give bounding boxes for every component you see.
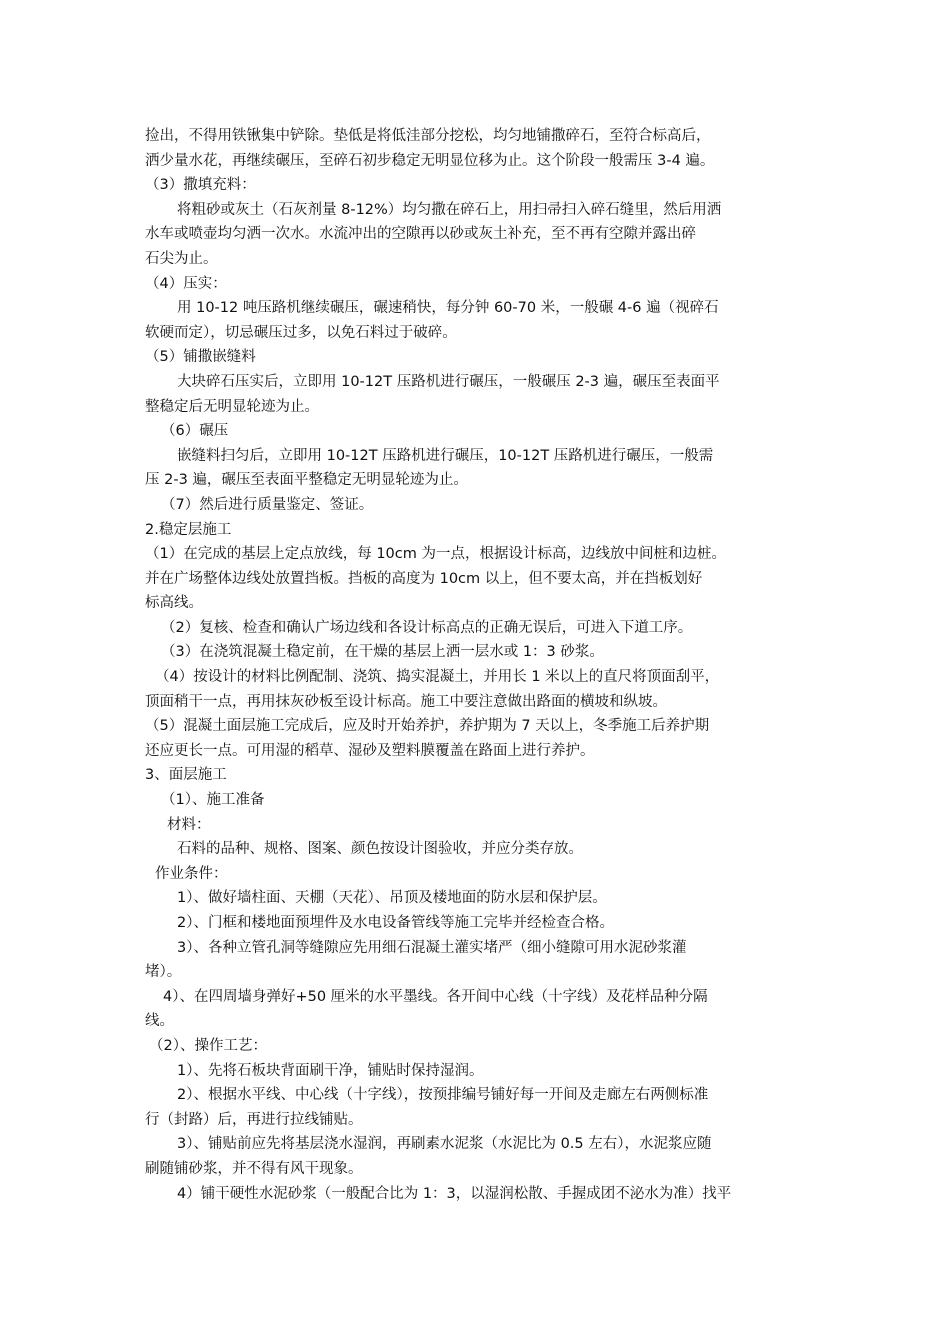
text-line: 作业条件： — [155, 865, 228, 882]
section-heading: （5）铺撒嵌缝料 — [145, 349, 256, 366]
text-line: 嵌缝料扫匀后，立即用 10-12T 压路机进行碾压，10-12T 压路机进行碾压，一般需 — [177, 447, 714, 464]
text-line: 材料： — [167, 816, 211, 833]
text-line: 线。 — [145, 1013, 174, 1030]
text-line: 并在广场整体边线处放置挡板。挡板的高度为 10cm 以上，但不要太高，并在挡板划好 — [145, 570, 703, 587]
text-line: 1）、做好墙柱面、天棚（天花）、吊顶及楼地面的防水层和保护层。 — [177, 890, 607, 907]
section-heading: （6）碾压 — [161, 423, 229, 440]
text-line: （3）在浇筑混凝土稳定前，在干燥的基层上洒一层水或 1：3 砂浆。 — [161, 644, 604, 661]
text-line: 1）、先将石板块背面刷干净，铺贴时保持湿润。 — [177, 1062, 484, 1079]
text-line: 3）、铺贴前应先将基层浇水湿润，再刷素水泥浆（水泥比为 0.5 左右），水泥浆应随 — [177, 1136, 712, 1153]
section-heading: （2）、操作工艺： — [149, 1037, 267, 1054]
section-heading: 3、面层施工 — [145, 767, 227, 784]
text-line: 4）铺干硬性水泥砂浆（一般配合比为 1：3，以湿润松散、手握成团不泌水为准）找平 — [177, 1185, 732, 1202]
text-line: 压 2-3 遍，碾压至表面平整稳定无明显轮迹为止。 — [145, 472, 468, 489]
text-line: 3）、各种立管孔洞等缝隙应先用细石混凝土灌实堵严（细小缝隙可用水泥砂浆灌 — [177, 939, 687, 956]
text-line: 标高线。 — [145, 595, 203, 612]
text-line: 4）、在四周墙身弹好+50 厘米的水平墨线。各开间中心线（十字线）及花样品种分隔 — [163, 988, 708, 1005]
text-line: 2）、根据水平线、中心线（十字线），按预排编号铺好每一开间及走廊左右两侧标准 — [177, 1087, 709, 1104]
text-line: 还应更长一点。可用湿的稻草、湿砂及塑料膜覆盖在路面上进行养护。 — [145, 742, 595, 759]
text-line: 整稳定后无明显轮迹为止。 — [145, 398, 319, 415]
document-page — [145, 124, 815, 1206]
text-line: 顶面稍干一点，再用抹灰砂板至设计标高。施工中要注意做出路面的横坡和纵坡。 — [145, 693, 667, 710]
text-line: 洒少量水花，再继续碾压，至碎石初步稳定无明显位移为止。这个阶段一般需压 3-4 遍。 — [145, 152, 715, 169]
text-line: （5）混凝土面层施工完成后，应及时开始养护，养护期为 7 天以上，冬季施工后养护期 — [145, 718, 710, 735]
text-line: 软硬而定），切忌碾压过多，以免石料过于破碎。 — [145, 324, 457, 341]
section-heading: （3）撒填充料： — [145, 177, 256, 194]
text-line: 刷随铺砂浆，并不得有风干现象。 — [145, 1160, 363, 1177]
text-line: （2）复核、检查和确认广场边线和各设计标高点的正确无误后，可进入下道工序。 — [161, 619, 693, 636]
text-line: 捡出，不得用铁锹集中铲除。垫低是将低洼部分挖松，均匀地铺撒碎石，至符合标高后， — [145, 128, 711, 144]
text-line: 堵）。 — [145, 964, 182, 981]
section-heading: （1）、施工准备 — [161, 792, 265, 809]
text-line: 石尖为止。 — [145, 250, 218, 267]
section-heading: 2.稳定层施工 — [145, 521, 232, 538]
text-line: （4）按设计的材料比例配制、浇筑、捣实混凝土，并用长 1 米以上的直尺将顶面刮平， — [155, 669, 720, 686]
text-line: （7）然后进行质量鉴定、签证。 — [161, 496, 374, 513]
text-line: 大块碎石压实后，立即用 10-12T 压路机进行碾压，一般碾压 2-3 遍，碾压至表面平 — [177, 373, 720, 390]
text-line: 行（封路）后，再进行拉线铺贴。 — [145, 1111, 363, 1128]
text-line: 将粗砂或灰土（石灰剂量 8-12%）均匀撒在碎石上，用扫帚扫入碎石缝里，然后用洒 — [177, 201, 722, 218]
text-line: （1）在完成的基层上定点放线，每 10cm 为一点，根据设计标高，边线放中间桩和边桩。 — [145, 546, 726, 563]
text-line: 水车或喷壶均匀洒一次水。水流冲出的空隙再以砂或灰土补充，至不再有空隙并露出碎 — [145, 226, 696, 243]
text-line: 2）、门框和楼地面预埋件及水电设备管线等施工完毕并经检查合格。 — [177, 915, 614, 931]
section-heading: （4）压实： — [145, 275, 227, 292]
text-line: 石料的品种、规格、图案、颜色按设计图验收，并应分类存放。 — [177, 841, 583, 858]
text-line: 用 10-12 吨压路机继续碾压，碾速稍快，每分钟 60-70 米，一般碾 4-6 遍（视碎石 — [177, 300, 719, 317]
